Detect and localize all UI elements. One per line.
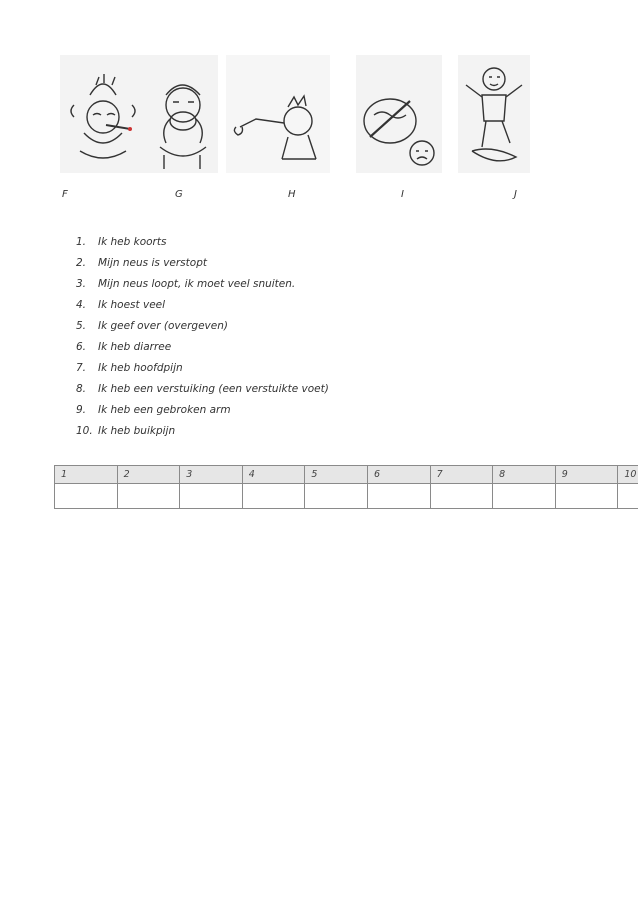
list-item: 1. Ik heb koorts: [76, 236, 167, 248]
list-item: 8. Ik heb een verstuiking (een verstuikte voet): [76, 383, 329, 395]
answer-table-input-row: [55, 484, 638, 509]
sprained-ankle-child-icon: [458, 55, 530, 173]
answer-input-cell-9[interactable]: [555, 484, 618, 509]
answer-header-cell: 1: [55, 466, 118, 484]
answer-header-cell: 4: [242, 466, 305, 484]
illustration-letter-h: H: [288, 189, 296, 200]
answer-header-cell: 5: [305, 466, 368, 484]
illustration-letter-f: F: [62, 189, 68, 200]
list-item: 7. Ik heb hoofdpijn: [76, 362, 183, 374]
list-item: 3. Mijn neus loopt, ik moet veel snuiten.: [76, 278, 296, 290]
list-item: 4. Ik hoest veel: [76, 299, 166, 311]
answer-header-cell: 7: [430, 466, 493, 484]
answer-input-cell-7[interactable]: [430, 484, 493, 509]
answer-input-cell-6[interactable]: [367, 484, 430, 509]
answer-header-cell: 10: [618, 466, 638, 484]
answer-header-cell: 9: [555, 466, 618, 484]
list-item: 10. Ik heb buikpijn: [76, 425, 176, 437]
list-item: 2. Mijn neus is verstopt: [76, 257, 207, 269]
fever-child-icon: [60, 55, 146, 173]
symptom-list: [76, 232, 329, 442]
answer-input-cell-10[interactable]: [618, 484, 638, 509]
illustration-letter-g: G: [175, 189, 183, 200]
answer-table-header-row: [55, 466, 638, 484]
answer-input-cell-2[interactable]: [117, 484, 180, 509]
answer-header-cell: 2: [117, 466, 180, 484]
answer-header-cell: 3: [180, 466, 243, 484]
answer-table: [54, 465, 638, 509]
list-item: 5. Ik geef over (overgeven): [76, 320, 228, 332]
answer-input-cell-1[interactable]: [55, 484, 118, 509]
answer-input-cell-4[interactable]: [242, 484, 305, 509]
answer-input-cell-3[interactable]: [180, 484, 243, 509]
runny-nose-child-icon: [226, 55, 330, 173]
illustration-letter-j: J: [514, 189, 517, 200]
answer-header-cell: 6: [367, 466, 430, 484]
list-item: 6. Ik heb diarree: [76, 341, 172, 353]
answer-header-cell: 8: [493, 466, 556, 484]
blocked-nose-child-icon: [146, 55, 218, 173]
no-food-child-icon: [356, 55, 442, 173]
illustration-letter-i: I: [401, 189, 404, 200]
list-item: 9. Ik heb een gebroken arm: [76, 404, 231, 416]
answer-input-cell-5[interactable]: [305, 484, 368, 509]
answer-input-cell-8[interactable]: [493, 484, 556, 509]
